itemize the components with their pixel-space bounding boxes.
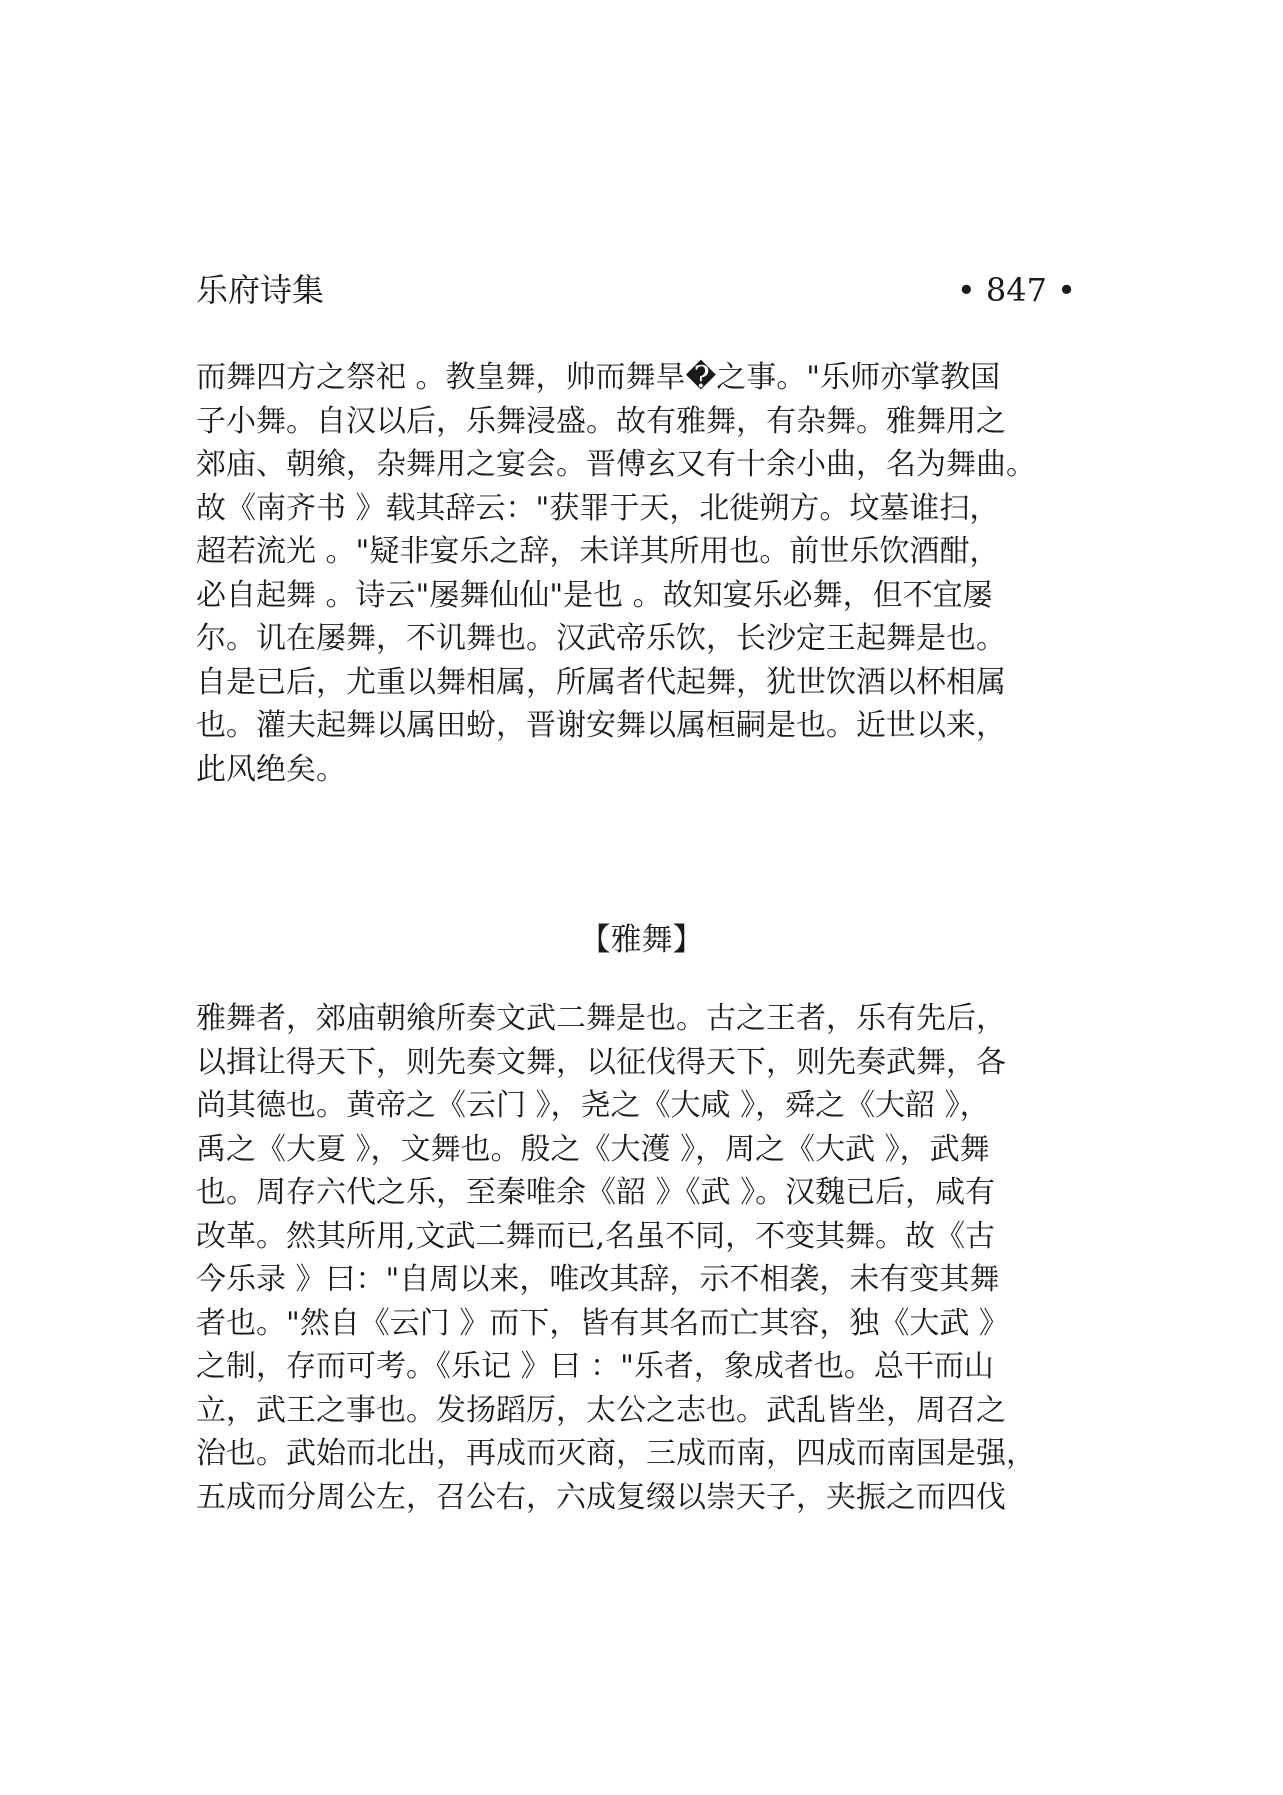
page-number: • 847 • xyxy=(956,271,1076,309)
text-line: 改革。然其所用,文武二舞而已,名虽不同，不变其舞。故《古 xyxy=(196,1218,996,1254)
text-line: 此风绝矣。 xyxy=(196,751,346,787)
text-line: 禹之《大夏 》，文舞也。殷之《大濩 》，周之《大武 》，武舞 xyxy=(196,1131,990,1167)
text-line: 今乐录 》曰："自周以来，唯改其辞，示不相袭，未有变其舞 xyxy=(196,1262,1000,1297)
text-line: 也。周存六代之乐，至秦唯余《韶 》《武 》。汉魏已后，咸有 xyxy=(196,1175,996,1210)
text-line: 之制，存而可考。《乐记 》曰 ："乐者，象成者也。总干而山 xyxy=(196,1349,994,1384)
text-line: 必自起舞 。诗云"屡舞仙仙"是也 。故知宴乐必舞，但不宜屡 xyxy=(196,577,993,613)
text-line: 而舞四方之祭祀 。教皇舞，帅而舞旱�之事。"乐师亦掌教国 xyxy=(196,360,1001,395)
text-line: 以揖让得天下，则先奏文舞，以征伐得天下，则先奏武舞，各 xyxy=(196,1044,1006,1080)
text-line: 也。灌夫起舞以属田蚡，晋谢安舞以属桓嗣是也。近世以来， xyxy=(196,708,1006,743)
text-line: 尔。讥在屡舞，不讥舞也。汉武帝乐饮，长沙定王起舞是也。 xyxy=(196,621,1006,656)
text-line: 故《南齐书 》载其辞云："获罪于天，北徙朔方。坟墓谁扫， xyxy=(196,490,1000,526)
text-line: 自是已后，尤重以舞相属，所属者代起舞，犹世饮酒以杯相属 xyxy=(196,664,1006,700)
text-line: 超若流光 。"疑非宴乐之辞，未详其所用也。前世乐饮酒酣， xyxy=(196,534,1000,569)
text-line: 者也。"然自《云门 》而下，皆有其名而亡其容，独《大武 》 xyxy=(196,1305,1009,1341)
text-line: 治也。武始而北出，再成而灭商，三成而南，四成而南国是强， xyxy=(196,1436,1036,1471)
book-title: 乐府诗集 xyxy=(196,271,325,309)
text-line: 五成而分周公左，召公右，六成复缀以崇天子，夹振之而四伐 xyxy=(196,1479,1006,1515)
text-line: 雅舞者，郊庙朝飨所奏文武二舞是也。古之王者，乐有先后， xyxy=(196,1001,1006,1036)
paragraph-yawu xyxy=(196,997,1096,1519)
running-head xyxy=(196,268,1076,312)
text-line: 子小舞。自汉以后，乐舞浸盛。故有雅舞，有杂舞。雅舞用之 xyxy=(196,403,1006,439)
paragraph-continued xyxy=(196,356,1096,791)
text-line: 立，武王之事也。发扬蹈厉，太公之志也。武乱皆坐，周召之 xyxy=(196,1392,1006,1428)
text-line: 尚其德也。黄帝之《云门 》，尧之《大咸 》，舜之《大韶 》， xyxy=(196,1088,990,1123)
section-heading: 【雅舞】 xyxy=(579,922,704,958)
text-line: 郊庙、朝飨，杂舞用之宴会。晋傅玄又有十余小曲，名为舞曲。 xyxy=(196,447,1036,482)
